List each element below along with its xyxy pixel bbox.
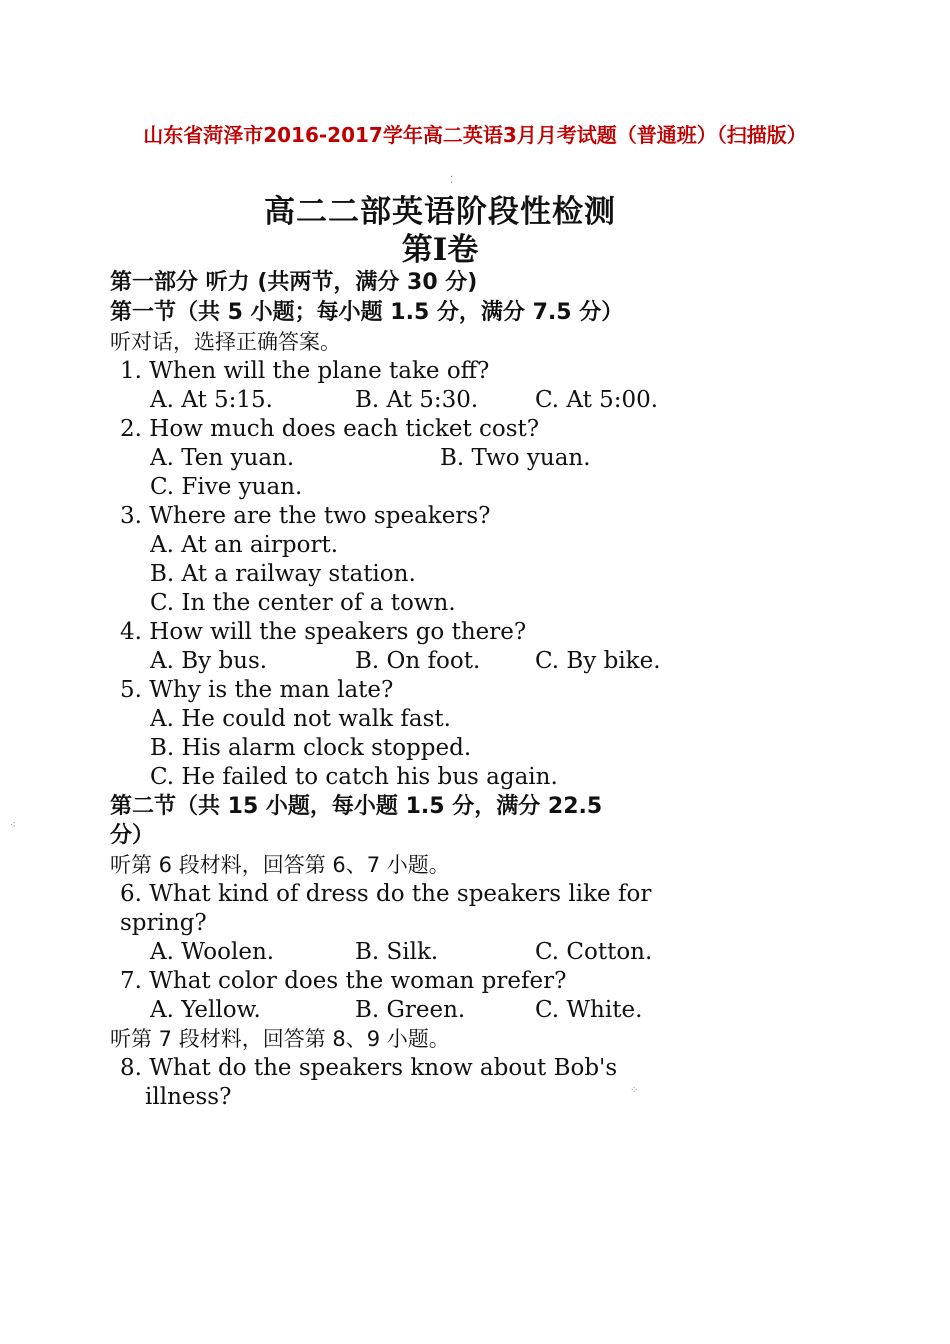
question-7-option-b: B. Green. — [355, 997, 466, 1023]
exam-title: 高二二部英语阶段性检测 — [264, 194, 616, 230]
question-2-option-b: B. Two yuan. — [440, 445, 591, 471]
question-5-option-b: B. His alarm clock stopped. — [150, 735, 472, 761]
scanned-exam-page — [10, 175, 770, 1120]
question-8-cont: illness? — [145, 1084, 232, 1110]
question-4-option-a: A. By bus. — [150, 648, 268, 674]
question-2: 2. How much does each ticket cost? — [120, 416, 540, 442]
question-1-option-b: B. At 5:30. — [355, 387, 479, 413]
question-5-option-c: C. He failed to catch his bus again. — [150, 764, 558, 790]
question-7-option-c: C. White. — [535, 997, 643, 1023]
question-6-option-a: A. Woolen. — [150, 939, 275, 965]
section-one-heading: 第一节（共 5 小题；每小题 1.5 分，满分 7.5 分） — [110, 300, 624, 325]
question-1-option-a: A. At 5:15. — [150, 387, 273, 413]
question-4: 4. How will the speakers go there? — [120, 619, 527, 645]
part-one-heading: 第一部分 听力 (共两节，满分 30 分) — [110, 270, 478, 295]
scan-speckle: ⁖ — [10, 820, 16, 831]
question-6-option-b: B. Silk. — [355, 939, 439, 965]
question-3-option-b: B. At a railway station. — [150, 561, 416, 587]
scan-speckle: ⁚ — [450, 175, 454, 186]
question-3-option-c: C. In the center of a town. — [150, 590, 456, 616]
section-two-heading: 第二节（共 15 小题，每小题 1.5 分，满分 22.5 — [110, 794, 603, 819]
question-2-option-a: A. Ten yuan. — [150, 445, 295, 471]
question-6-option-c: C. Cotton. — [535, 939, 653, 965]
question-1-option-c: C. At 5:00. — [535, 387, 659, 413]
question-3-option-a: A. At an airport. — [150, 532, 339, 558]
question-4-option-c: C. By bike. — [535, 648, 661, 674]
instruction-questions-6-7: 听第 6 段材料，回答第 6、7 小题。 — [110, 853, 450, 877]
question-4-option-b: B. On foot. — [355, 648, 481, 674]
scan-speckle: ⁘ — [630, 1085, 639, 1096]
question-5-option-a: A. He could not walk fast. — [150, 706, 451, 732]
question-2-option-c: C. Five yuan. — [150, 474, 303, 500]
page-header: 山东省菏泽市2016-2017学年高二英语3月月考试题（普通班）（扫描版） — [143, 123, 807, 147]
question-1: 1. When will the plane take off? — [120, 358, 490, 384]
question-7-option-a: A. Yellow. — [150, 997, 261, 1023]
exam-volume: 第I卷 — [401, 232, 479, 268]
instruction-questions-8-9: 听第 7 段材料，回答第 8、9 小题。 — [110, 1027, 450, 1051]
section-two-heading-cont: 分） — [110, 823, 155, 848]
section-one-instruction: 听对话，选择正确答案。 — [110, 330, 341, 354]
question-3: 3. Where are the two speakers? — [120, 503, 491, 529]
question-5: 5. Why is the man late? — [120, 677, 394, 703]
question-8: 8. What do the speakers know about Bob's — [120, 1055, 618, 1081]
question-6: 6. What kind of dress do the speakers like for — [120, 881, 652, 907]
question-7: 7. What color does the woman prefer? — [120, 968, 567, 994]
question-6-cont: spring? — [120, 910, 207, 936]
